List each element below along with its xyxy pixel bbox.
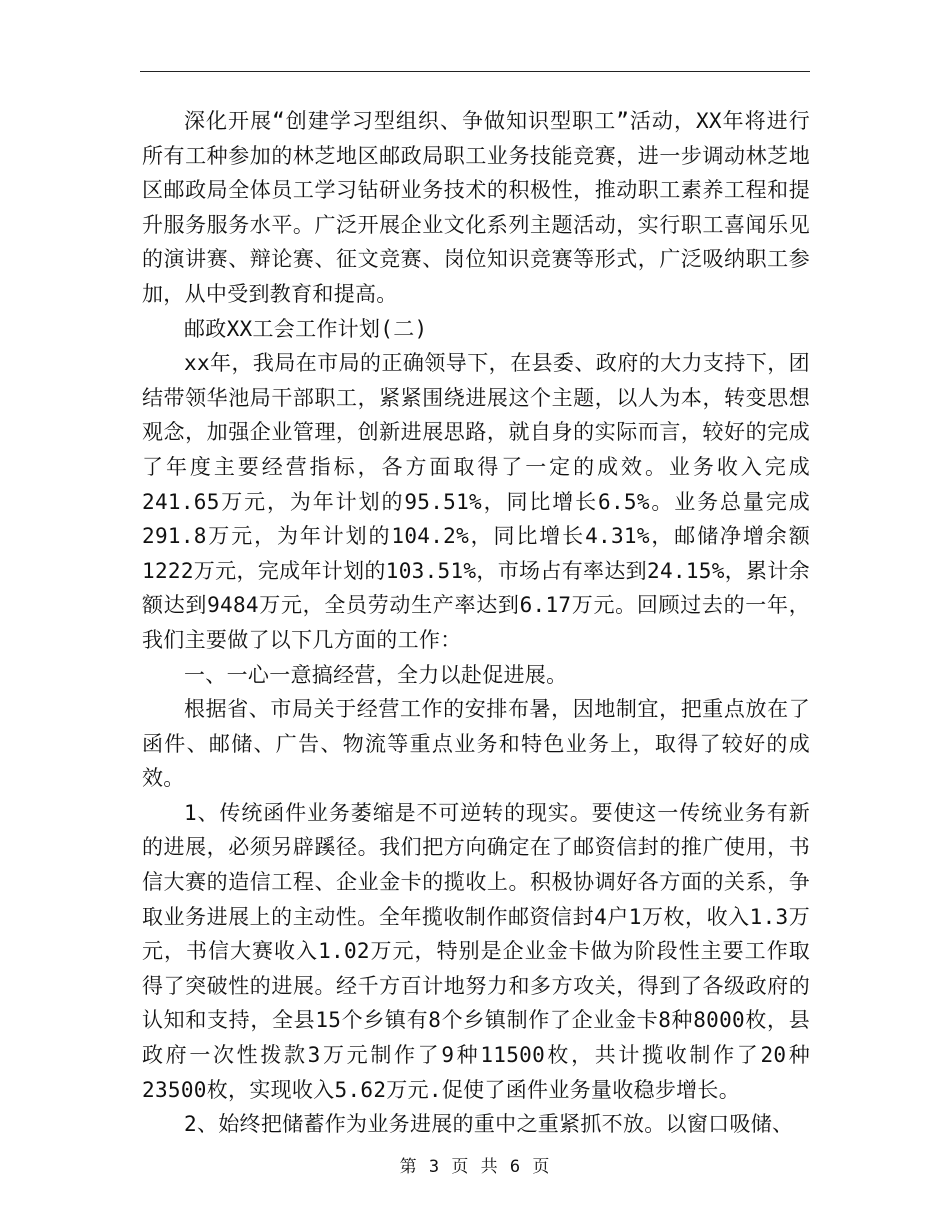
paragraph-item-1: 1、传统函件业务萎缩是不可逆转的现实。要使这一传统业务有新的进展，必须另辟蹊径。我们把方向确定在了邮资信封的推广使用，书信大赛的造信工程、企业金卡的揽收上。积极协调好各方面的关系，争取业务进展上的主动性。全年揽收制作邮资信封4户1万枚，收入1.3万元，书信大赛收入1.02万元，特别是企业金卡做为阶段性主要工作取得了突破性的进展。经千方百计地努力和多方攻关，得到了各级政府的认知和支持，全县15个乡镇有8个乡镇制作了企业金卡8种8000枚，县政府一次性拨款3万元制作了9种11500枚，共计揽收制作了20种23500枚，实现收入5.62万元.促使了函件业务量收稳步增长。 <box>142 800 810 1102</box>
section-title: 邮政XX工会工作计划(二) <box>184 316 428 341</box>
paragraph-business-focus: 根据省、市局关于经营工作的安排布暑，因地制宜，把重点放在了函件、邮储、广告、物流等重点业务和特色业务上，取得了较好的成效。 <box>142 697 810 791</box>
header-rule <box>140 71 810 72</box>
paragraph-item-2: 2、始终把储蓄作为业务进展的重中之重紧抓不放。以窗口吸储、 <box>184 1112 794 1137</box>
page-footer: 第 3 页 共 6 页 <box>399 1157 551 1177</box>
section-heading-1: 一、一心一意搞经营，全力以赴促进展。 <box>184 662 568 687</box>
document-body <box>142 104 810 1142</box>
paragraph-summary: xx年，我局在市局的正确领导下，在县委、政府的大力支持下，团结带领华池局干部职工，紧紧围绕进展这个主题，以人为本，转变思想观念，加强企业管理，创新进展思路，就自身的实际而言，较好的完成了年度主要经营指标，各方面取得了一定的成效。业务收入完成241.65万元，为年计划的95.51%，同比增长6.5%。业务总量完成291.8万元，为年计划的104.2%，同比增长4.31%，邮储净增余额1222万元，完成年计划的103.51%，市场占有率达到24.15%，累计余额达到9484万元，全员劳动生产率达到6.17万元。回顾过去的一年，我们主要做了以下几方面的工作： <box>142 351 810 652</box>
paragraph-activities: 深化开展“创建学习型组织、争做知识型职工”活动，XX年将进行所有工种参加的林芝地区邮政局职工业务技能竞赛，进一步调动林芝地区邮政局全体员工学习钻研业务技术的积极性，推动职工素养工程和提升服务服务水平。广泛开展企业文化系列主题活动，实行职工喜闻乐见的演讲赛、辩论赛、征文竞赛、岗位知识竞赛等形式，广泛吸纳职工参加，从中受到教育和提高。 <box>142 109 810 306</box>
